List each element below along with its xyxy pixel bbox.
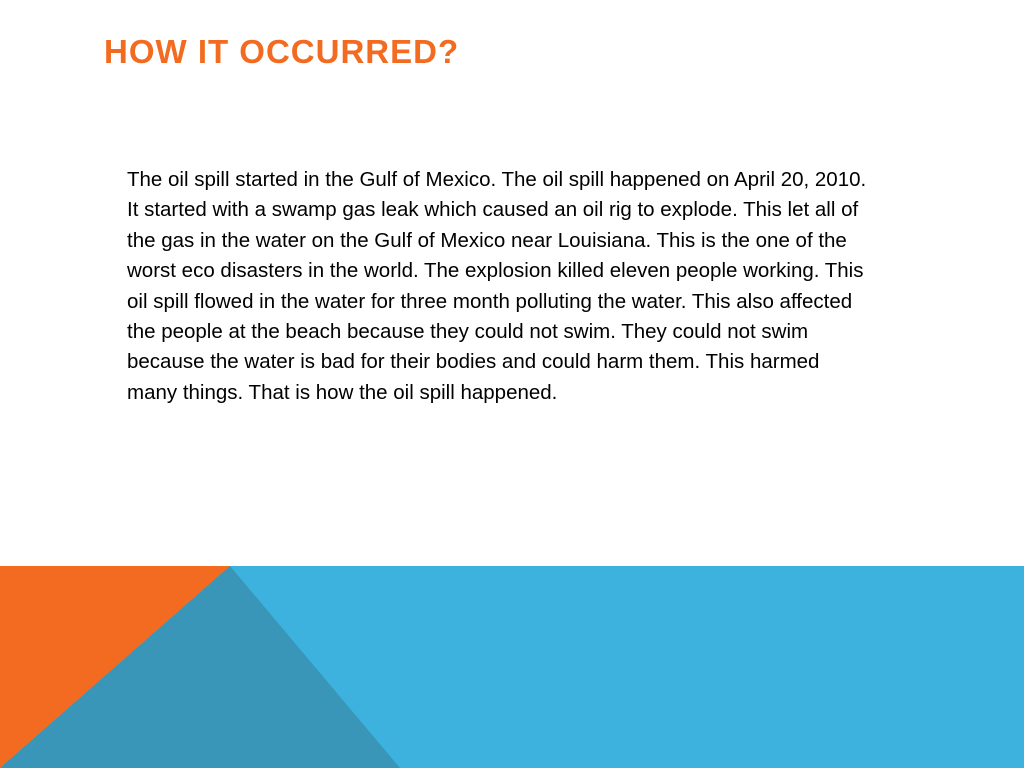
slide-title: HOW IT OCCURRED?: [104, 33, 460, 70]
slide-body-text: The oil spill started in the Gulf of Mexico. The oil spill happened on April 20, 2010. It started with a swamp gas leak which caused an oil rig to explode. This let all of the gas in the water on the Gulf of Mexico near Louisiana. This is the one of the worst eco disasters in the world. The explosion killed eleven people working. This oil spill flowed in the water for three month polluting the water. This also affected the people at the beach because they could not swim. They could not swim because the water is bad for their bodies and could harm them. This harmed many things. That is how the oil spill happened.: [127, 168, 867, 404]
footer-decoration: [0, 566, 1024, 768]
